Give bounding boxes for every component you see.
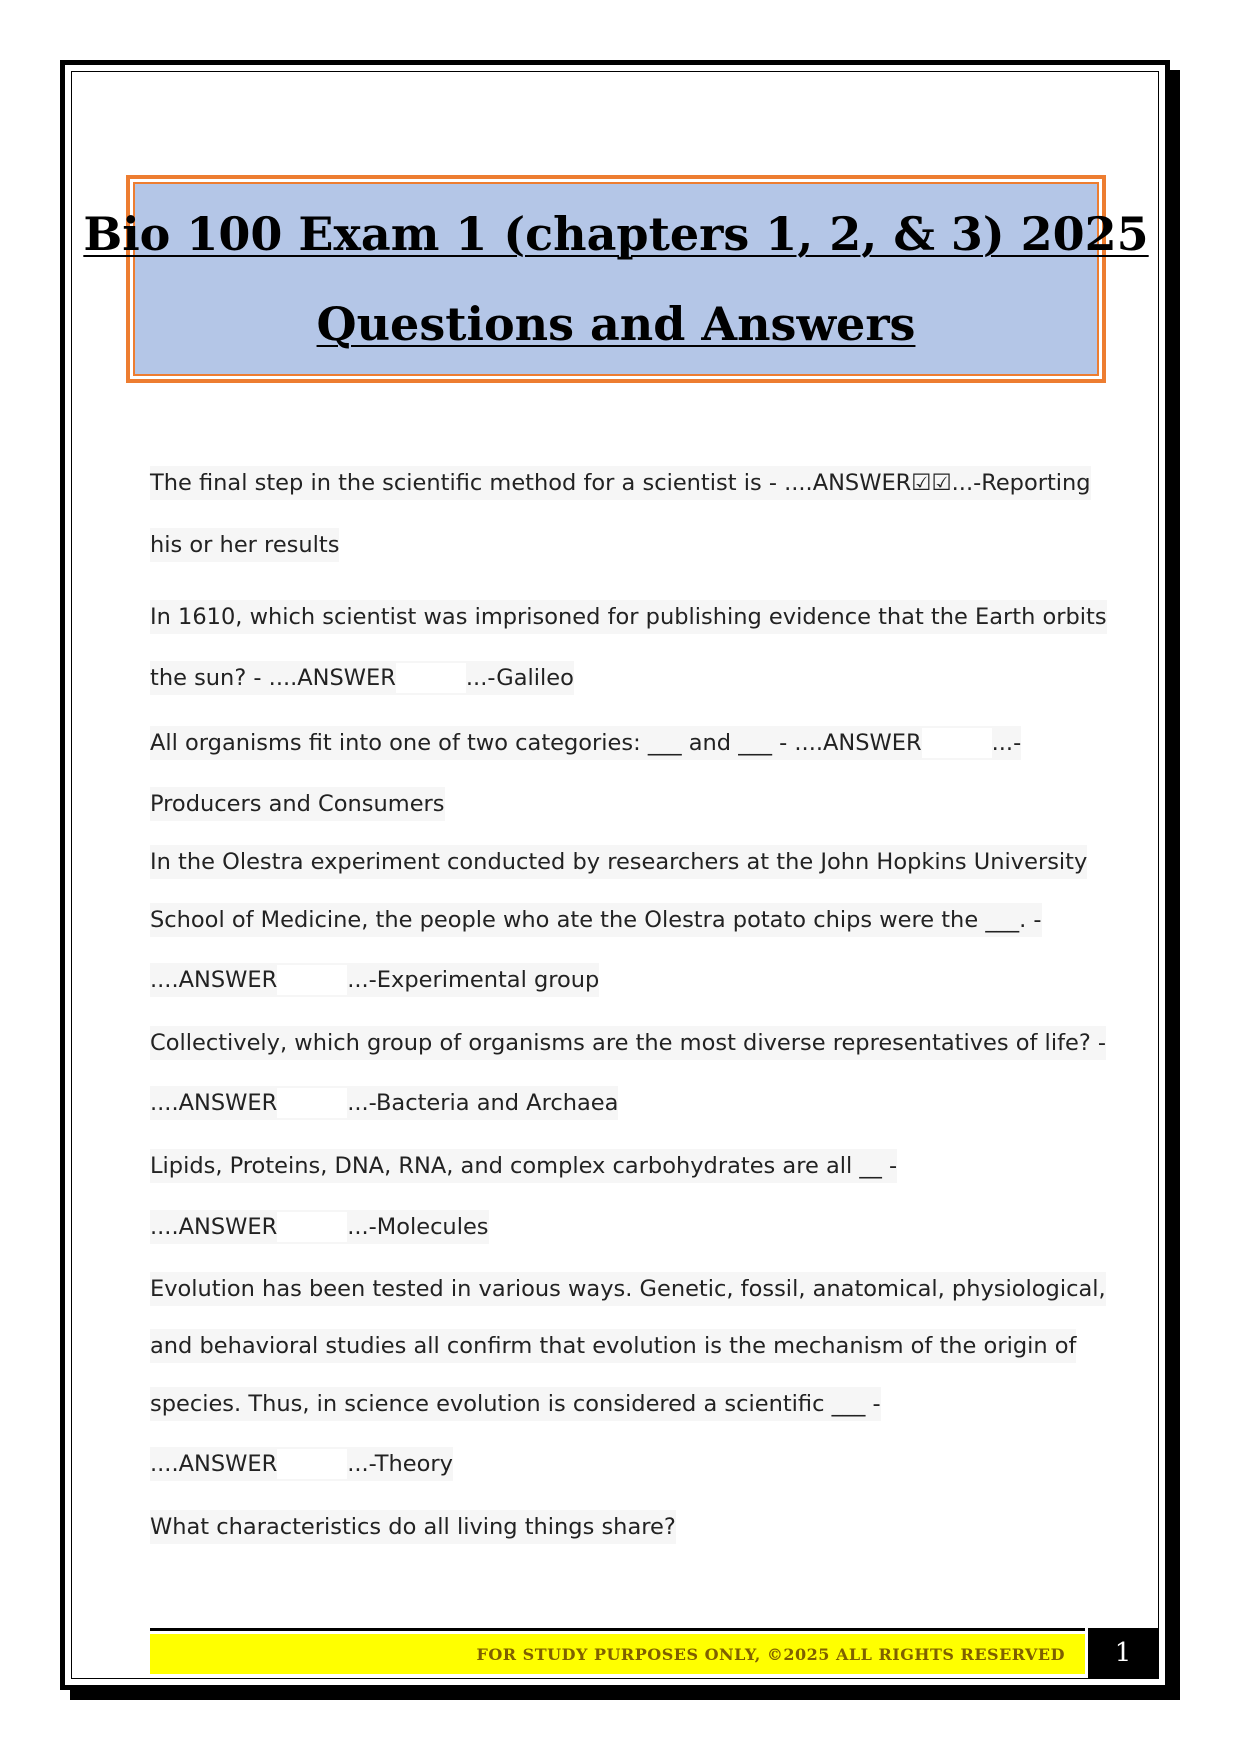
answer-gap — [277, 1088, 347, 1118]
qa-line: and behavioral studies all confirm that evolution is the mechanism of the origin of — [150, 1329, 1076, 1363]
qa-answer-text: ...- — [991, 730, 1022, 756]
qa-line: In the Olestra experiment conducted by researchers at the John Hopkins University — [150, 845, 1087, 879]
answer-gap — [396, 663, 466, 693]
qa-answer-text: ...-Experimental group — [347, 967, 600, 993]
document-title-line-1: Bio 100 Exam 1 (chapters 1, 2, & 3) 2025 — [83, 207, 1149, 261]
qa-answer-text: ...-Galileo — [465, 665, 574, 691]
answer-gap — [922, 728, 992, 758]
qa-line: Producers and Consumers — [150, 787, 445, 821]
qa-answer-text: ...-Molecules — [347, 1214, 489, 1240]
qa-answer-marker: the sun? - ....ANSWER — [150, 665, 396, 691]
page-number-box — [1088, 1628, 1158, 1678]
title-box — [83, 175, 1149, 383]
qa-answer-text: ...-Theory — [347, 1451, 453, 1477]
qa-line: The final step in the scientific method for a scientist is - ....ANSWER☑☑...-Reporting — [150, 466, 1091, 500]
title-box-inner — [83, 182, 1149, 376]
qa-line: Evolution has been tested in various ways. Genetic, fossil, anatomical, physiological, — [150, 1272, 1106, 1306]
answer-gap — [277, 1212, 347, 1242]
qa-line: School of Medicine, the people who ate the Olestra potato chips were the ___. - — [150, 903, 1042, 937]
page-number: 1 — [1114, 1638, 1132, 1668]
qa-line-answer — [150, 1086, 618, 1120]
qa-line-answer — [150, 1210, 489, 1244]
qa-line: What characteristics do all living things share? — [150, 1510, 676, 1544]
answer-gap — [277, 965, 347, 995]
qa-line: his or her results — [150, 528, 339, 562]
qa-line: Collectively, which group of organisms are the most diverse representatives of life? - — [150, 1026, 1106, 1060]
qa-answer-text: ...-Bacteria and Archaea — [347, 1090, 619, 1116]
qa-answer-marker: ....ANSWER — [150, 967, 278, 993]
qa-answer-marker: ....ANSWER — [150, 1214, 278, 1240]
footer-rule — [150, 1628, 1085, 1631]
qa-line: Lipids, Proteins, DNA, RNA, and complex carbohydrates are all __ - — [150, 1149, 897, 1183]
qa-line-answer — [150, 661, 574, 695]
qa-question-text: All organisms fit into one of two categories: ___ and ___ - ....ANSWER — [150, 730, 922, 756]
footer-bar — [150, 1634, 1085, 1674]
qa-line-answer — [150, 963, 599, 997]
footer-text: FOR STUDY PURPOSES ONLY, ©2025 ALL RIGHTS RESERVED — [476, 1644, 1065, 1664]
qa-line-answer — [150, 726, 1021, 760]
qa-line: In 1610, which scientist was imprisoned for publishing evidence that the Earth orbits — [150, 600, 1107, 634]
qa-line-answer — [150, 1447, 453, 1481]
answer-gap — [277, 1449, 347, 1479]
qa-answer-marker: ....ANSWER — [150, 1090, 278, 1116]
document-title-line-2: Questions and Answers — [316, 297, 916, 351]
qa-line: species. Thus, in science evolution is considered a scientific ___ - — [150, 1387, 881, 1421]
qa-answer-marker: ....ANSWER — [150, 1451, 278, 1477]
